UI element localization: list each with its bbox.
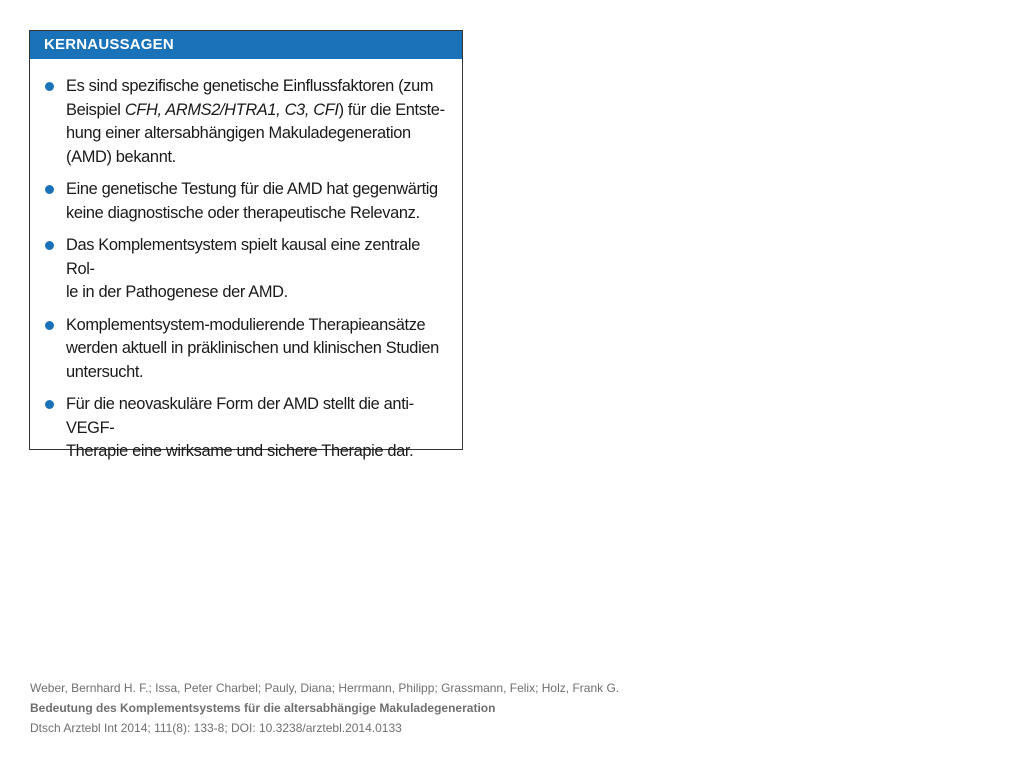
point-3-line-2: le in der Pathogenese der AMD. [66,283,288,301]
point-3-line-1: Das Komplementsystem spielt kausal eine zentrale Rol- [66,236,420,278]
point-1-line-4: (AMD) bekannt. [66,147,176,166]
bullet-dot-icon [45,185,54,194]
point-1-line-1: Es sind spezifische genetische Einflussfaktoren (zum [66,77,434,95]
list-item [44,178,448,225]
bullet-dot-icon [45,400,54,409]
citation-source: Dtsch Arztebl Int 2014; 111(8): 133-8; DOI: 10.3238/arztebl.2014.0133 [30,721,402,735]
point-4-line-2: werden aktuell in präklinischen und klinischen Studien [66,339,439,357]
box-body [30,59,462,464]
bullet-dot-icon [45,82,54,91]
citation-authors: Weber, Bernhard H. F.; Issa, Peter Charbel; Pauly, Diana; Herrmann, Philipp; Grassmann, Felix; Holz, Frank G. [30,681,620,695]
box-header: KERNAUSSAGEN [30,31,462,59]
list-item [44,234,448,305]
point-1-gene-names: CFH, ARMS2/HTRA1, C3, CFI [124,100,339,119]
list-item [44,75,448,169]
key-points-box [29,30,463,460]
point-1-line-3: hung einer altersabhängigen Makuladegeneration [66,124,411,142]
point-1-line-2-pre: Beispiel [66,100,125,119]
point-2-line-2: keine diagnostische oder therapeutische Relevanz. [66,203,420,222]
point-4-line-1: Komplementsystem-modulierende Therapieansätze [66,315,426,334]
key-points-list [44,75,448,464]
point-4-line-3: untersucht. [66,362,144,381]
citation [30,678,619,738]
point-1-line-2-post: ) für die Entste- [338,100,445,119]
point-5-line-2: Therapie eine wirksame und sichere Therapie dar. [66,442,414,460]
point-2-line-1: Eine genetische Testung für die AMD hat gegenwärtig [66,180,438,198]
bullet-dot-icon [45,241,54,250]
list-item [44,314,448,385]
bullet-dot-icon [45,321,54,330]
point-5-line-1: Für die neovaskuläre Form der AMD stellt die anti-VEGF- [66,395,414,437]
citation-title: Bedeutung des Komplementsystems für die altersabhängige Makuladegeneration [30,701,496,715]
list-item [44,393,448,464]
